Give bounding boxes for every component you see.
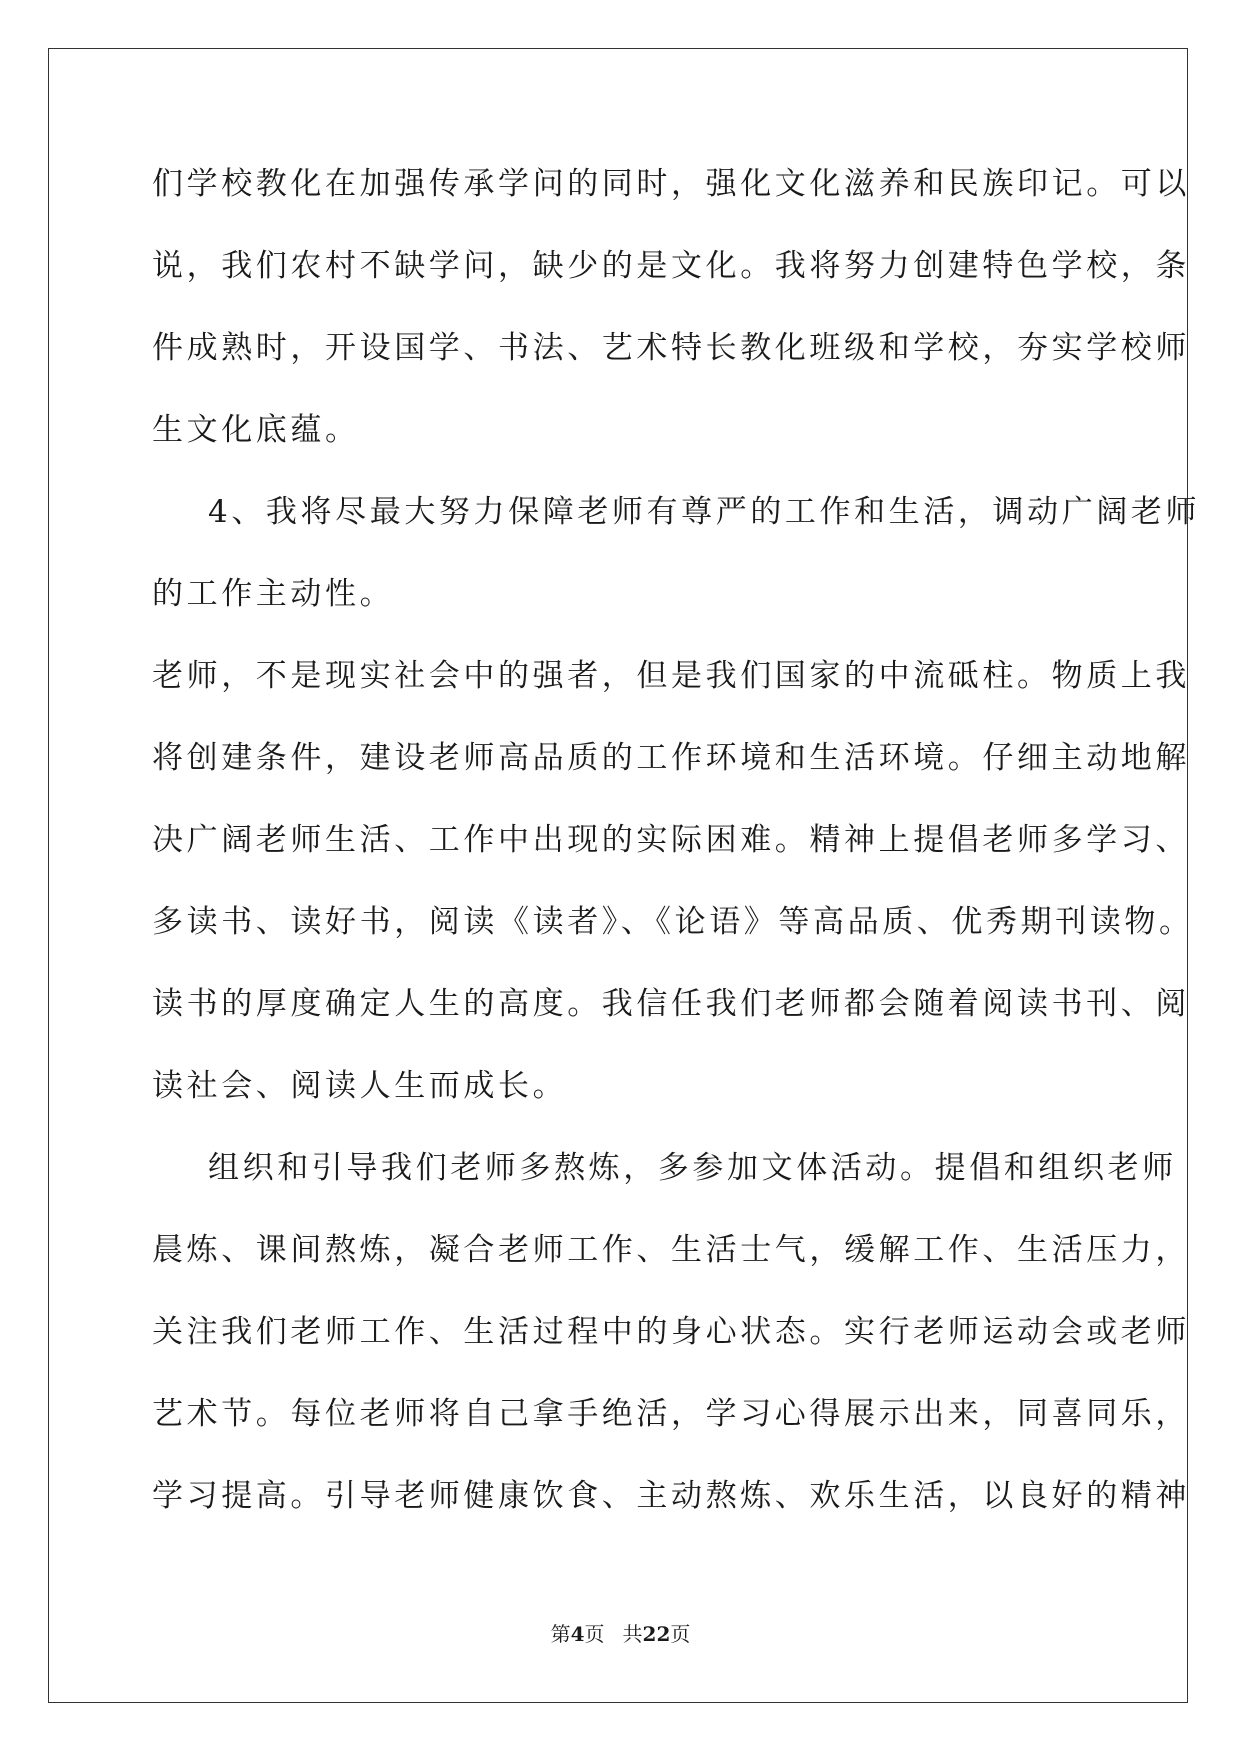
page-footer	[0, 1622, 1241, 1646]
text-line: 生文化底蕴。	[152, 412, 360, 448]
text-line: 晨炼、课间熬炼，凝合老师工作、生活士气，缓解工作、生活压力，	[152, 1232, 1190, 1268]
text-line: 学习提高。引导老师健康饮食、主动熬炼、欢乐生活，以良好的精神	[152, 1478, 1190, 1514]
page-number: 4	[570, 1622, 585, 1646]
text-line: 关注我们老师工作、生活过程中的身心状态。实行老师运动会或老师	[152, 1314, 1190, 1350]
text-line: 决广阔老师生活、工作中出现的实际困难。精神上提倡老师多学习、	[152, 822, 1190, 858]
text-line: 4、我将尽最大努力保障老师有尊严的工作和生活，调动广阔老师	[208, 494, 1201, 530]
text-line: 多读书、读好书，阅读《读者》、《论语》等高品质、优秀期刊读物。	[152, 904, 1194, 940]
text-line: 组织和引导我们老师多熬炼，多参加文体活动。提倡和组织老师	[208, 1150, 1177, 1186]
text-line: 将创建条件，建设老师高品质的工作环境和生活环境。仔细主动地解	[152, 740, 1190, 776]
text-line: 老师，不是现实社会中的强者，但是我们国家的中流砥柱。物质上我	[152, 658, 1190, 694]
total-prefix: 共	[622, 1622, 643, 1646]
document-body	[152, 160, 1201, 1554]
text-line: 读书的厚度确定人生的高度。我信任我们老师都会随着阅读书刊、阅	[152, 986, 1190, 1022]
text-line: 件成熟时，开设国学、书法、艺术特长教化班级和学校，夯实学校师	[152, 330, 1190, 366]
text-line: 说，我们农村不缺学问，缺少的是文化。我将努力创建特色学校，条	[152, 248, 1190, 284]
text-line: 读社会、阅读人生而成长。	[152, 1068, 568, 1104]
text-line: 艺术节。每位老师将自己拿手绝活，学习心得展示出来，同喜同乐，	[152, 1396, 1190, 1432]
page-prefix: 第	[550, 1622, 571, 1646]
total-pages: 22	[642, 1622, 671, 1646]
total-suffix: 页	[670, 1622, 691, 1646]
text-line: 的工作主动性。	[152, 576, 395, 612]
text-line: 们学校教化在加强传承学问的同时，强化文化滋养和民族印记。可以	[152, 166, 1190, 202]
page-suffix: 页	[584, 1622, 605, 1646]
